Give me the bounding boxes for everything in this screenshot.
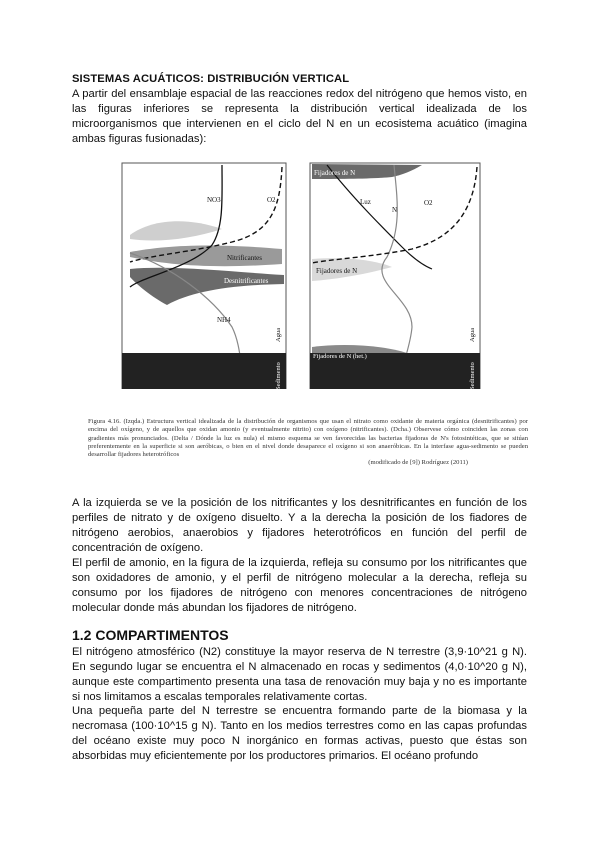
- paragraph-5: Una pequeña parte del N terrestre se encuentra formando parte de la biomasa y la necromasa (100·10^15 g N). Tanto en los medios terrestres como en las capas profundas del océano existe muy poco N inorgánico en formas activas, puesto que éstas son absorbidas muy eficientemente por los productores primarios. El océano profundo: [72, 705, 527, 762]
- n-label: N: [392, 206, 398, 214]
- right-panel: [310, 163, 480, 389]
- paragraph-2: A la izquierda se ve la posición de los nitrificantes y los desnitrificantes en función de los perfiles de nitrato y de oxígeno disuelto. Y a la derecha la posición de los fiadores de nitrógeno aerobios, anaerobios y fijadores heterotróficos en función del perfil de concentración de oxígeno.: [72, 497, 527, 554]
- left-panel: [122, 163, 286, 389]
- heading-compartimentos: 1.2 COMPARTIMENTOS: [72, 627, 229, 643]
- vertical-distribution-figure: [112, 157, 484, 389]
- o2-label-left: O2: [267, 196, 276, 204]
- figure-caption: [88, 418, 528, 468]
- agua-label-left: Agua: [275, 327, 282, 342]
- fijadores-top-label: Fijadores de N: [314, 169, 356, 177]
- agua-label-right: Agua: [469, 327, 476, 342]
- paragraph-3: El perfil de amonio, en la figura de la izquierda, refleja su consumo por los nitrificantes que son oxidadores de amonio, y el perfil de nitrógeno molecular a la derecha, refleja su consumo por los fijadores de nitrógeno con menores concentraciones de nitrógeno molecular donde más abundan los fijadores de nitrógeno.: [72, 557, 527, 614]
- left-sediment: [122, 353, 286, 389]
- nitrificantes-label: Nitrificantes: [227, 254, 262, 262]
- figure-caption-text: Figura 4.16. (Izqda.) Estructura vertical idealizada de la distribución de organismos que usan el nitrato como oxidante de materia orgánica (desnitrificantes) por encima del oxígeno, y de aquellos que oxidan amonio (y eventualmente nitrito) con oxígeno (nitrificantes). (Dcha.) Observese cómo coinciden las zonas con gradientes más pronunciados. (Delta / Dónde la luz es nula) el mismo esquema se ven favorecidas las bacterias fijadoras de N's fotosintéticas, que se sitúan preferentemente en la superficie si son aeróbicas, o bien en el nivel donde desaparece el oxígeno si son anaeróbicas. En la interfase agua-sedimento se pueden desarrollar fijadores heterotróficos: [88, 418, 528, 459]
- desnitrificantes-label: Desnitrificantes: [224, 277, 269, 285]
- sedimento-label-left: Sedimento: [275, 362, 282, 389]
- nh4-label: NH4: [217, 316, 231, 324]
- intro-paragraph: A partir del ensamblaje espacial de las reacciones redox del nitrógeno que hemos visto, en las figuras inferiores se representa la distribución vertical idealizada de los microorganismos que intervienen en el ciclo del N en un ecosistema acuático (imagina ambas figuras fusionadas):: [72, 88, 527, 145]
- fijadores-het-label: Fijadores de N (het.): [313, 353, 367, 360]
- paragraph-4: El nitrógeno atmosférico (N2) constituye la mayor reserva de N terrestre (3,9·10^21 g N). En segundo lugar se encuentra el N almacenado en rocas y sedimentos (4,0·10^20 g N), aunque este compartimento presenta una tasa de renovación muy baja y no es importante si nos limitamos a escalas temporales relativamente cortas.: [72, 646, 527, 703]
- luz-label: Luz: [360, 198, 371, 206]
- figure-svg: [112, 157, 484, 389]
- o2-label-right: O2: [424, 199, 433, 207]
- section-title: SISTEMAS ACUÁTICOS: DISTRIBUCIÓN VERTICAL: [72, 73, 350, 85]
- no3-label: NO3: [207, 196, 221, 204]
- sedimento-label-right: Sedimento: [469, 362, 476, 389]
- fijadores-mid-label: Fijadores de N: [316, 267, 358, 275]
- figure-caption-ref: (modificado de [9]) Rodríguez (2011): [368, 459, 468, 467]
